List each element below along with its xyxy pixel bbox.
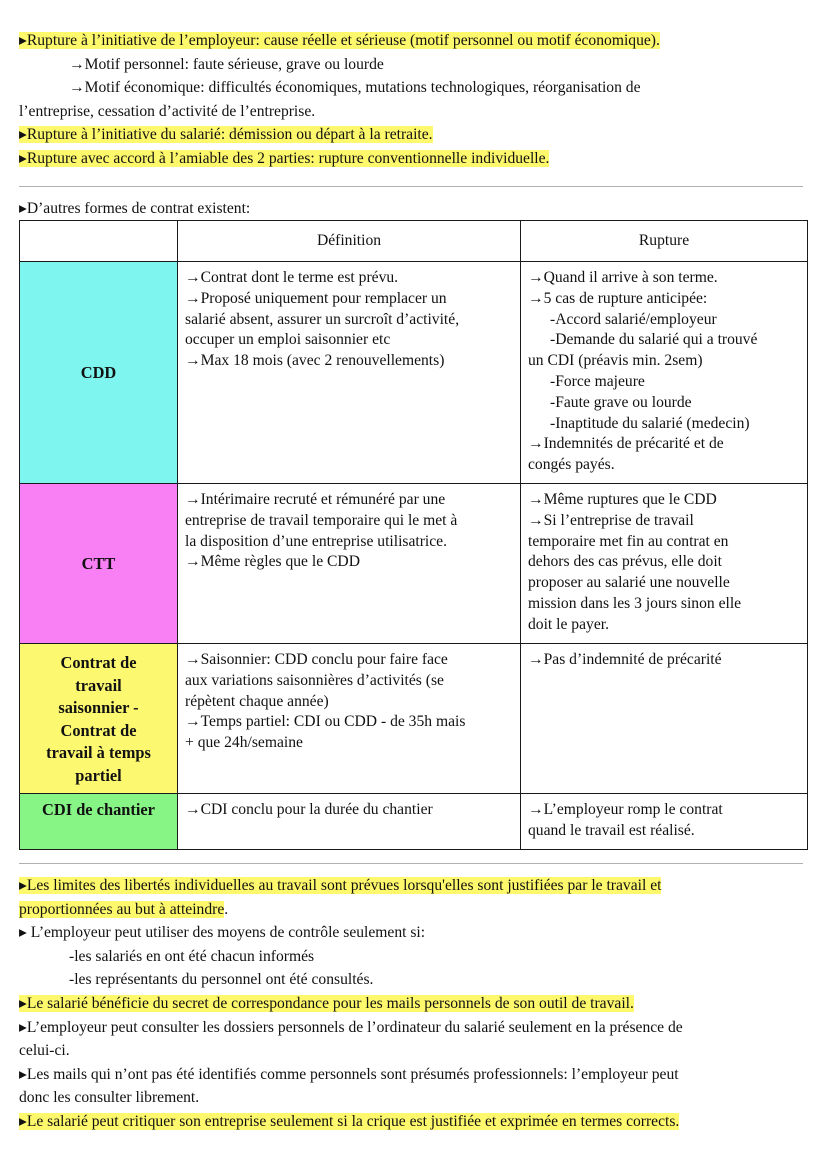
ctt-rup-line: dehors des cas prévus, elle doit [528,553,723,571]
divider-top [19,186,803,187]
saisonnier-rupture [521,644,808,794]
cdd-def-line: occuper un emploi saisonnier etc [185,331,391,349]
critique-entreprise: ▸Le salarié peut critiquer son entreprise seulement si la crique est justifiée et exprimée en termes corrects. [19,1112,680,1130]
header-definition: Définition [178,221,521,262]
header-rupture: Rupture [521,221,808,262]
cdd-rupture [521,262,808,484]
motif-economique-cont: l’entreprise, cessation d’activité de l’entreprise. [19,102,316,120]
mails-professionnels-cont: donc les consulter librement. [19,1089,200,1107]
rupture-employeur: ▸Rupture à l’initiative de l’employeur: cause réelle et sérieuse (motif personnel ou motif économique). [19,32,660,49]
saisonnier-def-line: aux variations saisonnières d’activités (se [185,671,444,689]
divider-bottom [19,863,803,864]
row-label-saisonnier [20,644,178,794]
cdd-rup-line: -Faute grave ou lourde [550,393,692,411]
ctt-def-line: la disposition d’une entreprise utilisatrice. [185,532,447,550]
saisonnier-label-line: Contrat de [60,653,137,672]
cdd-rup-line: -Demande du salarié qui a trouvé [550,331,758,349]
libertes-period: . [224,900,229,918]
row-label-ctt: CTT [20,484,178,644]
cdd-rup-line: →Indemnités de précarité et de [528,435,724,453]
table-row-ctt [20,484,808,644]
libertes-line-cont: proportionnées au but à atteindre [19,900,225,918]
cdd-rup-line: →5 cas de rupture anticipée: [528,289,708,307]
rupture-section [19,29,809,171]
cdd-rup-line: -Force majeure [550,372,645,390]
cdd-rup-line: -Inaptitude du salarié (medecin) [550,414,750,432]
controle-line: ▸ L’employeur peut utiliser des moyens de contrôle seulement si: [19,924,426,942]
cdd-rup-line: →Quand il arrive à son terme. [528,269,718,286]
ctt-def-line: →Intérimaire recruté et rémunéré par une [185,491,446,508]
cdd-definition [178,262,521,484]
saisonnier-def-line: →Saisonnier: CDD conclu pour faire face [185,651,448,668]
saisonnier-rup-line: →Pas d’indemnité de précarité [528,651,722,668]
saisonnier-label-line: saisonnier - [58,698,139,717]
ctt-rup-line: →Même ruptures que le CDD [528,491,717,508]
chantier-rup-line: →L’employeur romp le contrat [528,801,723,818]
cdd-rup-line: congés payés. [528,456,615,474]
controle-item: -les représentants du personnel ont été consultés. [69,971,374,989]
rupture-conventionnelle: ▸Rupture avec accord à l’amiable des 2 parties: rupture conventionnelle individuelle. [19,149,550,167]
cdd-rup-line: -Accord salarié/employeur [550,310,717,328]
ctt-rup-line: mission dans les 3 jours sinon elle [528,594,742,612]
saisonnier-label-line: partiel [75,765,122,785]
row-label-cdd: CDD [20,262,178,484]
table-row-saisonnier [20,644,808,794]
ctt-definition [178,484,521,644]
cdd-rup-line: un CDI (préavis min. 2sem) [528,352,703,370]
row-label-chantier: CDI de chantier [20,794,178,850]
cdd-def-line: salarié absent, assurer un surcroît d’activité, [185,310,460,328]
ctt-rup-line: proposer au salarié une nouvelle [528,574,730,592]
controle-item: -les salariés en ont été chacun informés [69,947,315,965]
dossiers-personnels: ▸L’employeur peut consulter les dossiers personnels de l’ordinateur du salarié seulement en la présence de [19,1018,683,1036]
chantier-definition [178,794,521,850]
motif-economique: →Motif économique: difficultés économiques, mutations technologiques, réorganisation de [69,79,641,97]
ctt-rup-line: temporaire met fin au contrat en [528,532,729,550]
saisonnier-label-line: travail [75,675,122,695]
cdd-def-line: →Proposé uniquement pour remplacer un [185,289,447,307]
cdd-def-line: →Max 18 mois (avec 2 renouvellements) [185,352,445,370]
dossiers-personnels-cont: celui-ci. [19,1042,70,1060]
table-row-cdd [20,262,808,484]
libertes-section [19,874,809,1134]
chantier-def-line: →CDI conclu pour la durée du chantier [185,801,433,818]
ctt-rup-line: →Si l’entreprise de travail [528,511,694,529]
mails-professionnels: ▸Les mails qui n’ont pas été identifiés comme personnels sont présumés professionnels: l’employeur peut [19,1065,679,1083]
chantier-rup-line: quand le travail est réalisé. [528,821,695,839]
saisonnier-def-line: + que 24h/semaine [185,734,303,752]
cdd-def-line: →Contrat dont le terme est prévu. [185,269,399,286]
saisonnier-def-line: →Temps partiel: CDI ou CDD - de 35h mais [185,713,466,731]
ctt-rupture [521,484,808,644]
ctt-def-line: entreprise de travail temporaire qui le met à [185,511,458,529]
ctt-def-line: →Même règles que le CDD [185,553,360,571]
secret-correspondance: ▸Le salarié bénéficie du secret de correspondance pour les mails personnels de son outil de travail. [19,994,634,1012]
saisonnier-definition [178,644,521,794]
saisonnier-def-line: répètent chaque année) [185,692,329,710]
motif-personnel: →Motif personnel: faute sérieuse, grave ou lourde [69,55,384,73]
chantier-rupture [521,794,808,850]
saisonnier-label-line: Contrat de [60,720,137,740]
ctt-rup-line: doit le payer. [528,615,609,633]
rupture-salarie: ▸Rupture à l’initiative du salarié: démission ou départ à la retraite. [19,126,433,144]
saisonnier-label-line: travail à temps [46,743,151,762]
table-header-row [20,221,808,262]
table-intro: ▸D’autres formes de contrat existent: [19,200,251,217]
table-row-chantier [20,794,808,850]
header-empty [20,221,178,262]
libertes-line: ▸Les limites des libertés individuelles au travail sont prévues lorsqu'elles sont justifiées par le travail et [19,877,662,894]
contract-table [19,220,808,850]
